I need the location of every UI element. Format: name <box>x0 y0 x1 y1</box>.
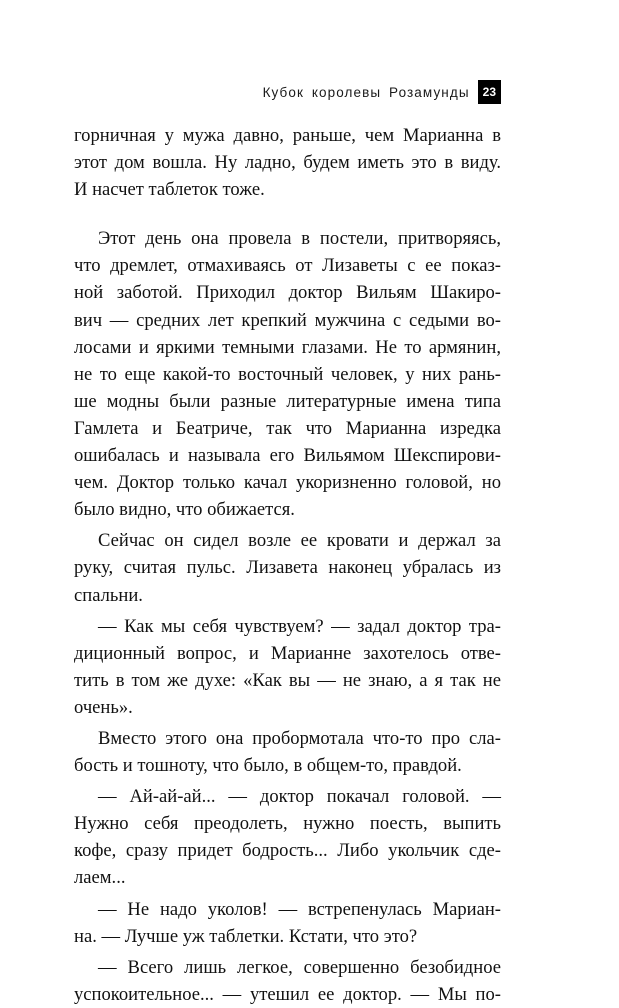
text-line: чем. Доктор только качал укоризненно головой, но <box>74 472 501 494</box>
paragraph <box>74 783 501 891</box>
text-line: диционный вопрос, и Марианне захотелось отве- <box>74 642 501 664</box>
page-number-badge: 23 <box>478 80 501 104</box>
running-title: Кубок королевы Розамунды <box>262 84 470 100</box>
text-line: — Не надо уколов! — встрепенулась Мариан- <box>98 898 501 920</box>
text-line: тить в том же духе: «Как вы — не знаю, а я так не <box>74 669 501 691</box>
text-line: вич — средних лет крепкий мужчина с седыми во- <box>74 309 501 331</box>
text-line: — Как мы себя чувствуем? — задал доктор тра- <box>98 615 501 637</box>
text-line: Гамлета и Беатриче, так что Марианна изредка <box>74 417 501 439</box>
text-line: не то еще какой-то восточный человек, у них рань- <box>74 363 501 385</box>
text-line: горничная у мужа давно, раньше, чем Марианна в <box>74 125 501 146</box>
scene-break <box>74 203 501 225</box>
paragraph <box>74 122 501 203</box>
text-line: на. — Лучше уж таблетки. Кстати, что это? <box>74 925 418 947</box>
text-line: было видно, что обижается. <box>74 499 295 521</box>
text-line: ной заботой. Приходил доктор Вильям Шакиро- <box>74 282 501 304</box>
text-line: кофе, сразу придет бодрость... Либо укольчик сде- <box>74 840 501 862</box>
text-line: Этот день она провела в постели, притворяясь, <box>98 228 501 250</box>
text-line: Вместо этого она пробормотала что-то про сла- <box>98 727 501 749</box>
body-text <box>74 122 501 1008</box>
text-line: лаем... <box>74 867 126 889</box>
text-line: ше модны были разные литературные имена типа <box>74 390 501 412</box>
text-line: ошибалась и называла его Вильямом Шекспирови- <box>74 445 501 467</box>
text-line: лосами и яркими темными глазами. Не то армянин, <box>74 336 501 358</box>
text-line: этот дом вошла. Ну ладно, будем иметь это в виду. <box>74 152 501 174</box>
paragraph <box>74 954 501 1008</box>
running-header <box>263 80 501 104</box>
text-line: спальни. <box>74 584 143 606</box>
text-line: что дремлет, отмахиваясь от Лизаветы с ее показ- <box>74 255 501 277</box>
text-line: — Ай-ай-ай... — доктор покачал головой. — <box>98 786 501 808</box>
text-line: руку, считая пульс. Лизавета наконец убралась из <box>74 557 501 579</box>
paragraph <box>74 225 501 523</box>
paragraph <box>74 613 501 721</box>
paragraph <box>74 896 501 950</box>
text-line: И насчет таблеток тоже. <box>74 179 265 201</box>
text-line: — Всего лишь легкое, совершенно безобидное <box>98 956 501 978</box>
text-line: Сейчас он сидел возле ее кровати и держал за <box>98 530 501 552</box>
text-line: бость и тошноту, что было, в общем-то, правдой. <box>74 755 462 777</box>
text-line: успокоительное... — утешил ее доктор. — Мы по- <box>74 983 501 1005</box>
text-line: очень». <box>74 696 133 718</box>
paragraph <box>74 725 501 779</box>
paragraph <box>74 527 501 608</box>
text-line: Нужно себя преодолеть, нужно поесть, выпить <box>74 813 501 835</box>
